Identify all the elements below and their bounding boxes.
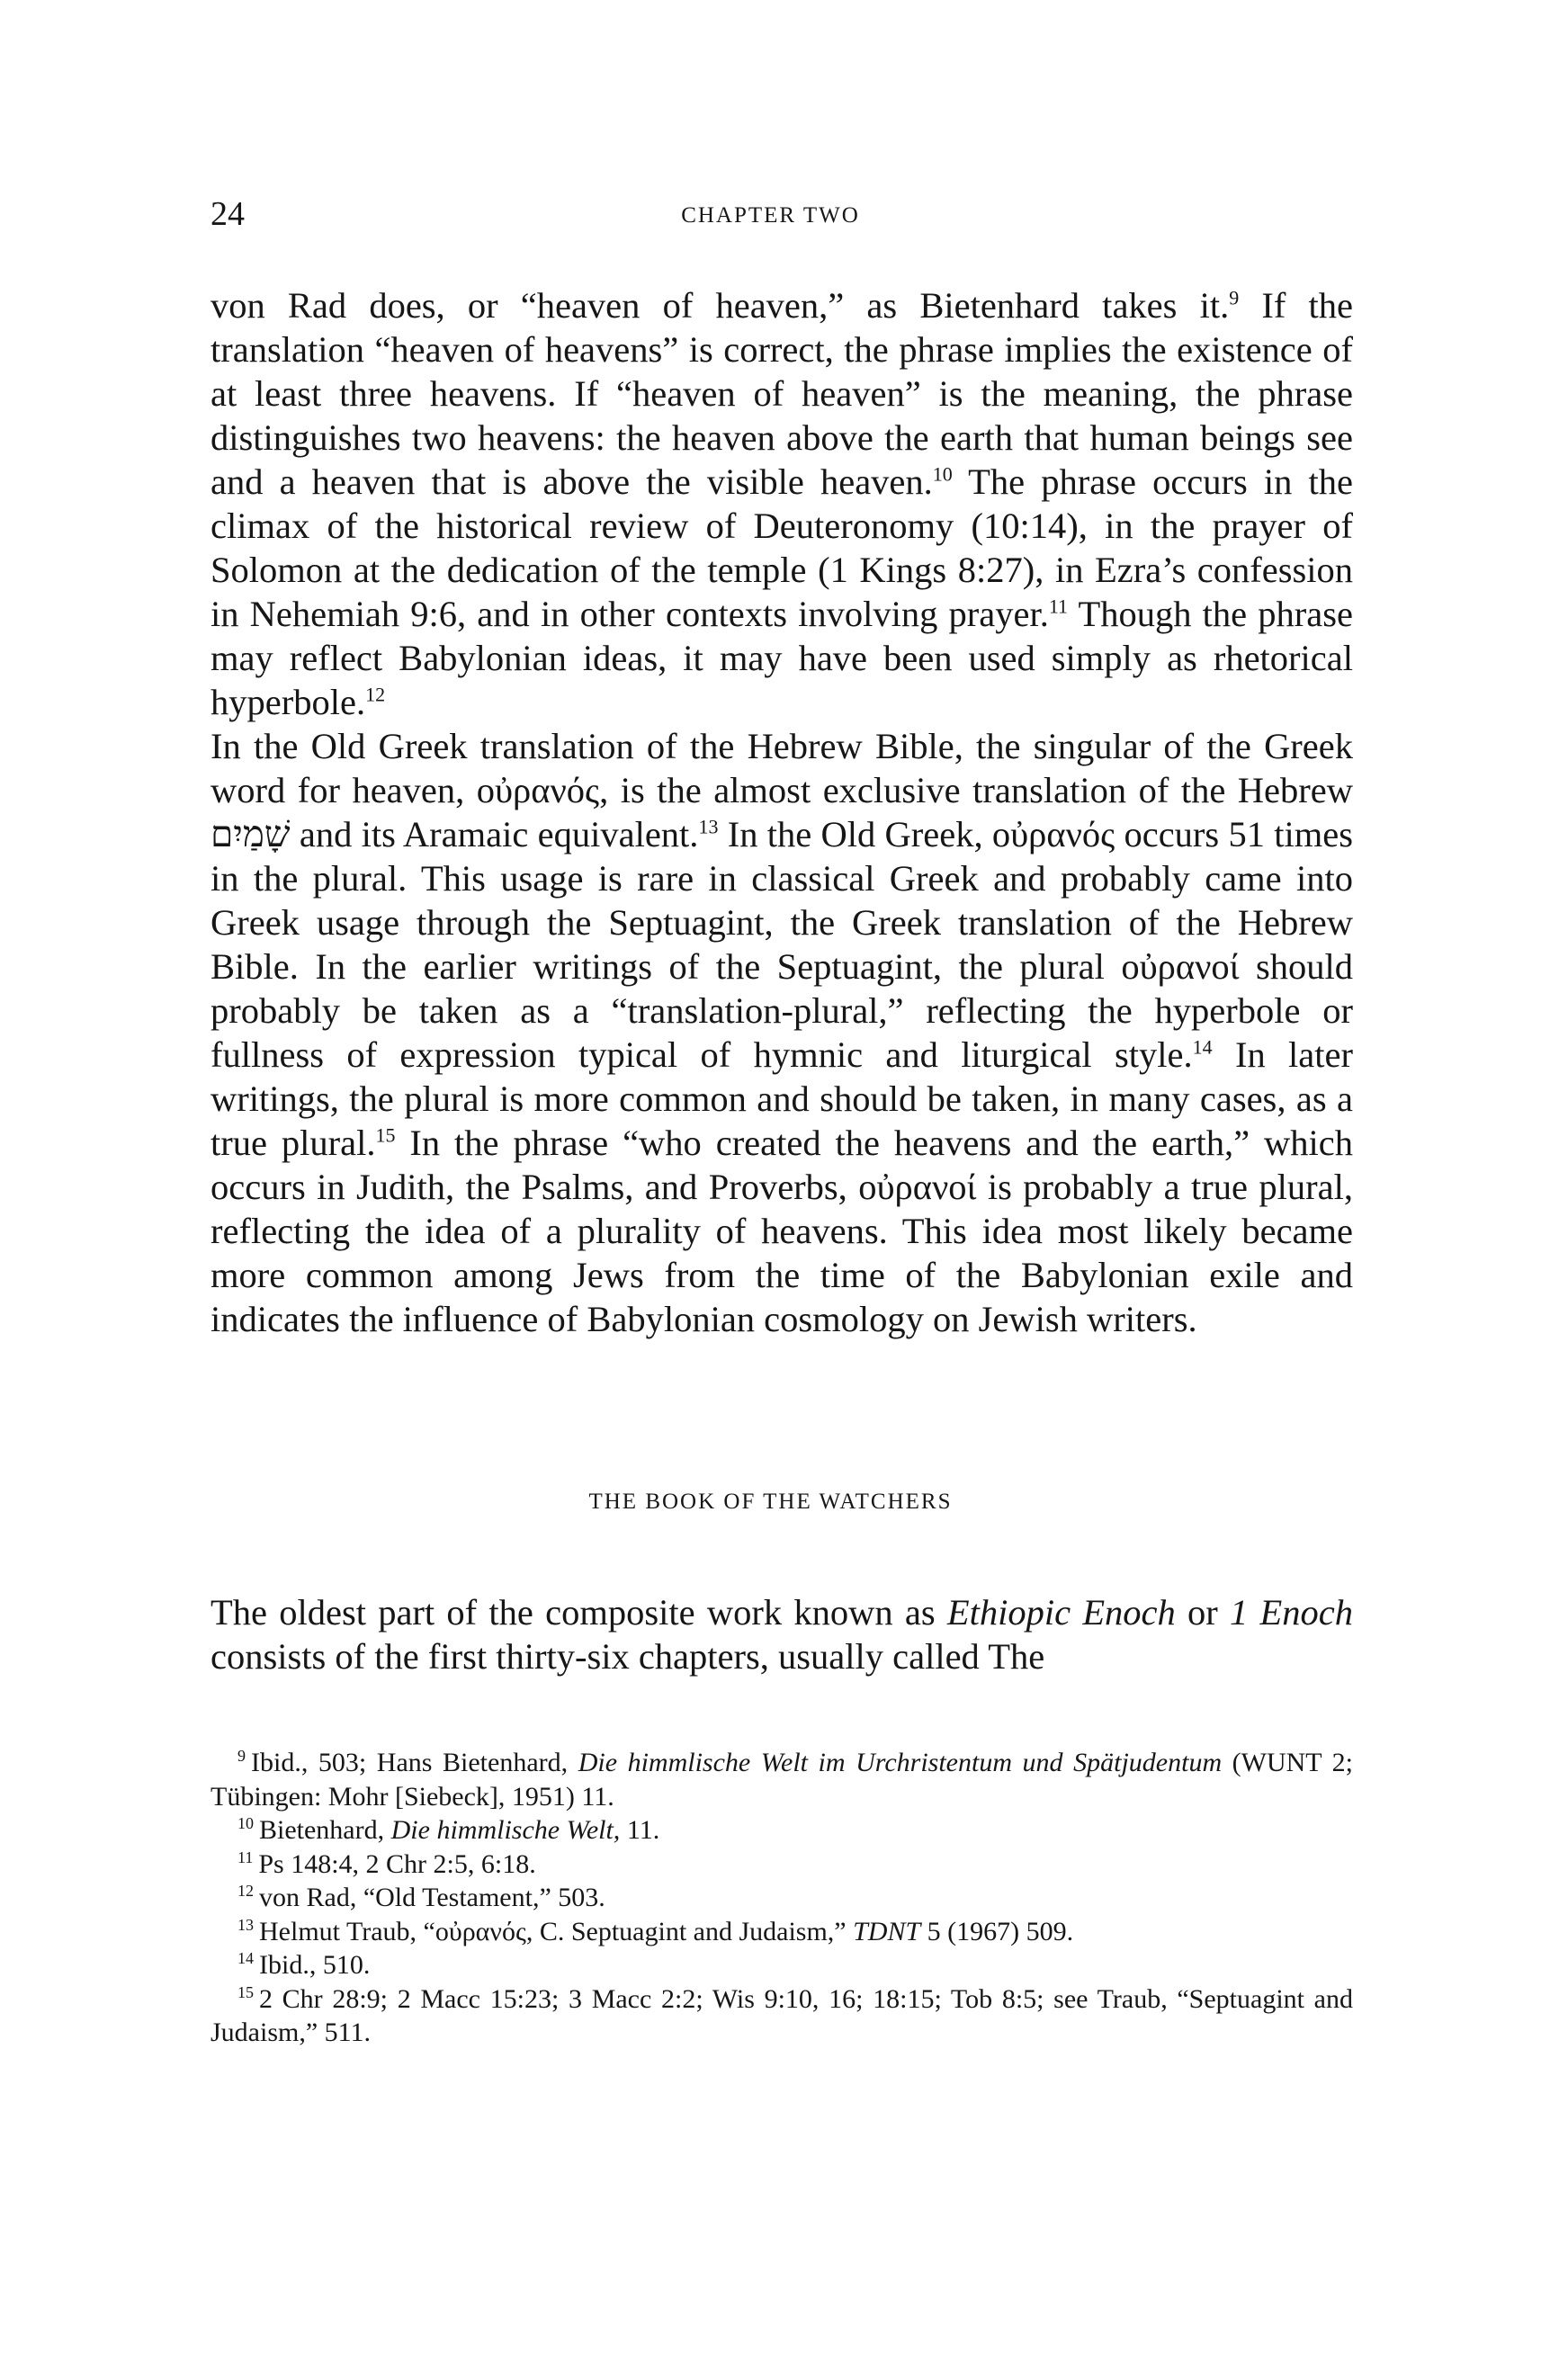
- italic-title: Ethiopic Enoch: [946, 1592, 1176, 1633]
- text-run: 5 (1967) 509.: [920, 1916, 1074, 1946]
- text-run: Ibid., 503; Hans Bietenhard,: [251, 1748, 578, 1777]
- footnote-reference: 9: [1229, 286, 1240, 309]
- text-run: von Rad does, or “heaven of heaven,” as Bietenhard takes it.: [211, 285, 1230, 326]
- italic-title: 1 Enoch: [1230, 1592, 1353, 1633]
- text-run: Ibid., 510.: [259, 1950, 371, 1980]
- footnote: [211, 1915, 1353, 1949]
- footnote-reference: 13: [698, 815, 719, 838]
- text-run: Though the phrase may reflect Babylonian ideas, it may have been used simply as rhetorical hyperbole.: [211, 594, 1353, 722]
- footnote: [211, 1746, 1353, 1813]
- footnote-number: 13: [237, 1915, 254, 1934]
- text-run: (WUNT 2; Tübingen: Mohr [Siebeck], 1951) 11.: [211, 1748, 1353, 1812]
- footnote-reference: 14: [1192, 1035, 1213, 1059]
- footnote-number: 15: [237, 1982, 254, 2001]
- text-run: In the Old Greek, οὐρανός occurs 51 times in the plural. This usage is rare in classical Greek and probably came into Greek usage through the Septuagint, the Greek translation of the Hebrew Bible. In the earlier writings of the Septuagint, the plural οὐρανοί should probably be taken as a “translation-plural,” reflecting the hyperbole or fullness of expression typical of hymnic and liturgical style.: [211, 814, 1353, 1075]
- text-run: Bietenhard,: [259, 1815, 391, 1845]
- footnote-reference: 12: [365, 683, 386, 706]
- footnotes: [211, 1746, 1353, 2050]
- text-run: Helmut Traub, “οὐρανός, C. Septuagint and Judaism,”: [259, 1916, 854, 1946]
- text-run: The phrase occurs in the climax of the historical review of Deuteronomy (10:14), in the prayer of Solomon at the dedication of the temple (1 Kings 8:27), in Ezra’s confession in Nehemiah 9:6, and in other contexts involving prayer.: [211, 461, 1353, 634]
- italic-title: Die himmlische Welt,: [390, 1815, 621, 1845]
- text-run: consists of the first thirty-six chapters, usually called The: [211, 1636, 1045, 1677]
- text-run: 11.: [620, 1815, 660, 1845]
- footnote: [211, 1881, 1353, 1915]
- footnote-reference: 10: [932, 462, 953, 486]
- footnote: [211, 1848, 1353, 1882]
- running-head: CHAPTER TWO: [681, 203, 860, 228]
- footnote: [211, 1982, 1353, 2050]
- text-run: 2 Chr 28:9; 2 Macc 15:23; 3 Macc 2:2; Wis 9:10, 16; 18:15; Tob 8:5; see Traub, “Septuagint and Judaism,” 511.: [211, 1983, 1353, 2047]
- text-run: If the translation “heaven of heavens” is correct, the phrase implies the existence of at least three heavens. If “heaven of heaven” is the meaning, the phrase distinguishes two heavens: the heaven above the earth that human beings see and a heaven that is above the visible heaven.: [211, 285, 1353, 502]
- paragraph-3: [211, 1590, 1353, 1678]
- footnote: [211, 1948, 1353, 1982]
- text-run: In later writings, the plural is more common and should be taken, in many cases, as a true plural.: [211, 1034, 1353, 1163]
- text-run: Ps 148:4, 2 Chr 2:5, 6:18.: [258, 1848, 536, 1879]
- text-run: The oldest part of the composite work known as: [211, 1592, 947, 1633]
- page-number: 24: [211, 195, 245, 233]
- footnote-number: 9: [237, 1747, 246, 1765]
- paragraph-1: [211, 283, 1353, 724]
- paragraph-2: [211, 724, 1353, 1341]
- text-run: or: [1175, 1592, 1231, 1633]
- text-run: In the Old Greek translation of the Hebrew Bible, the singular of the Greek word for heaven, οὐρανός, is the almost exclusive translation of the Hebrew שָׁמַיִם and its Aramaic equivalent.: [211, 726, 1353, 854]
- text-run: In the phrase “who created the heavens and the earth,” which occurs in Judith, the Psalms, and Proverbs, οὐρανοί is probably a true plural, reflecting the idea of a plurality of heavens. This idea most likely became more common among Jews from the time of the Babylonian exile and indicates the influence of Babylonian cosmology on Jewish writers.: [211, 1123, 1353, 1339]
- footnote-number: 10: [237, 1814, 254, 1832]
- italic-title: Die himmlische Welt im Urchristentum und Spätjudentum: [578, 1748, 1223, 1777]
- section-heading: THE BOOK OF THE WATCHERS: [588, 1490, 953, 1514]
- italic-title: TDNT: [853, 1916, 921, 1946]
- footnote: [211, 1813, 1353, 1848]
- footnote-number: 11: [237, 1848, 254, 1866]
- text-run: von Rad, “Old Testament,” 503.: [259, 1883, 605, 1912]
- main-text-block: [211, 283, 1353, 1341]
- section-text-block: [211, 1590, 1353, 1678]
- footnote-number: 14: [237, 1949, 254, 1967]
- footnote-reference: 11: [1048, 595, 1069, 618]
- footnote-number: 12: [237, 1882, 254, 1900]
- footnote-reference: 15: [375, 1123, 396, 1147]
